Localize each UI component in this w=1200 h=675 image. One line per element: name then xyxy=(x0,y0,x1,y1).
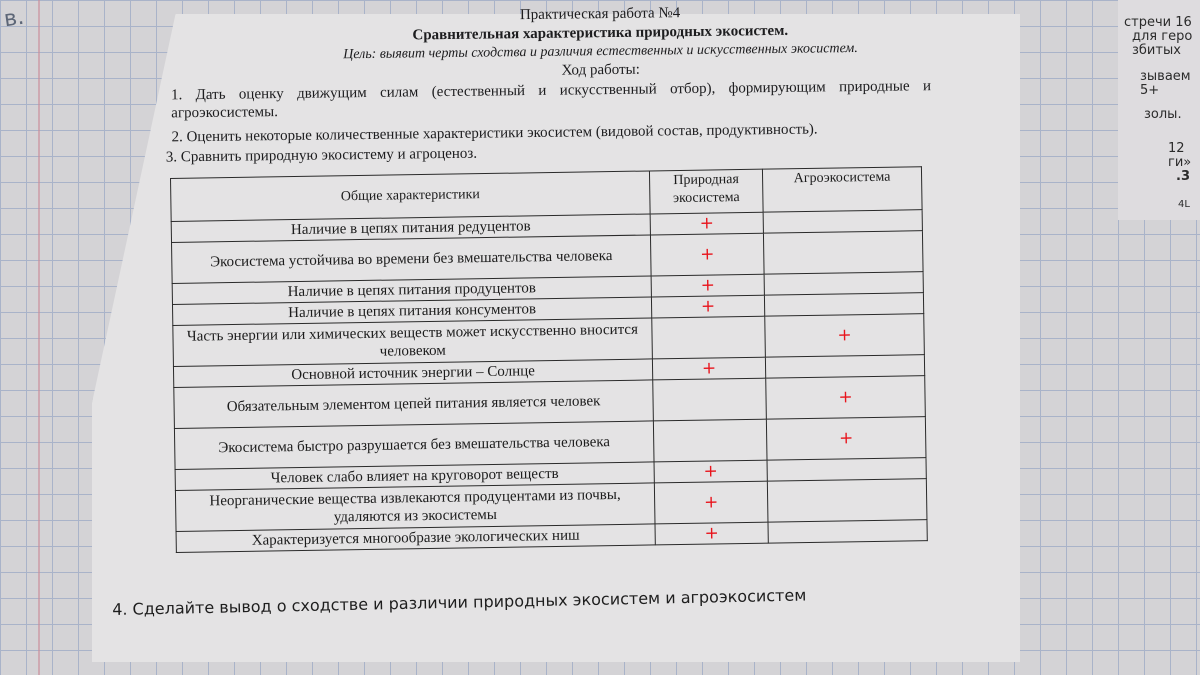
row-natural-mark xyxy=(653,419,767,462)
row-natural-mark: + xyxy=(654,481,768,524)
row-characteristic: Обязательным элементом цепей питания является человек xyxy=(174,380,654,429)
side-sheet-fragment xyxy=(1118,0,1200,220)
row-natural-mark: + xyxy=(651,295,764,318)
row-agro-mark xyxy=(767,479,927,522)
side-fragment: зываем xyxy=(1140,69,1191,84)
work-title: Практическая работа №4 xyxy=(519,5,681,24)
row-natural-mark: + xyxy=(652,357,765,380)
side-fragment: для геро xyxy=(1132,29,1193,44)
row-agro-mark: + xyxy=(765,314,925,357)
row-characteristic: Экосистема быстро разрушается без вмешательства человека xyxy=(174,421,654,470)
pencil-mark: в. xyxy=(2,4,26,33)
row-characteristic: Часть энергии или химических веществ может искусственно вносится человеком xyxy=(173,318,653,367)
header-characteristics: Общие характеристики xyxy=(171,171,651,222)
row-natural-mark: + xyxy=(654,460,767,483)
subject-title: Сравнительная характеристика природных экосистем. xyxy=(412,22,789,44)
step-2: 2. Оценить некоторые количественные характеристики экосистем (видовой состав, продуктивность). xyxy=(171,121,818,146)
step-1: 1. Дать оценку движущим силам (естественный и искусственный отбор), формирующим природные и агроэкосистемы. xyxy=(170,78,932,122)
row-agro-mark xyxy=(768,520,927,543)
row-agro-mark xyxy=(764,293,923,316)
comparison-table xyxy=(170,166,928,553)
row-agro-mark: + xyxy=(766,376,926,419)
row-agro-mark: + xyxy=(766,417,926,460)
row-characteristic: Наличие в цепях питания редуцентов xyxy=(171,214,650,243)
row-agro-mark xyxy=(763,231,923,274)
side-fragment: стречи 16 xyxy=(1124,15,1192,30)
row-natural-mark xyxy=(652,316,766,359)
progress-heading: Ход работы: xyxy=(561,61,640,79)
row-characteristic: Наличие в цепях питания продуцентов xyxy=(172,276,651,305)
row-natural-mark: + xyxy=(650,233,764,276)
row-agro-mark xyxy=(763,210,922,233)
step-3: 3. Сравнить природную экосистему и агроценоз. xyxy=(165,145,478,166)
side-fragment: ги» xyxy=(1168,155,1192,170)
side-fragment: 4L xyxy=(1178,199,1190,210)
row-natural-mark xyxy=(653,378,767,421)
notebook-margin-line xyxy=(38,0,40,675)
row-natural-mark: + xyxy=(651,274,764,297)
side-fragment: 12 xyxy=(1168,141,1185,156)
side-fragment: .3 xyxy=(1176,169,1190,184)
conclusion-task: 4. Сделайте вывод о сходстве и различии природных экосистем и агроэкосистем xyxy=(112,585,807,619)
row-characteristic: Наличие в цепях питания консументов xyxy=(172,297,651,326)
row-agro-mark xyxy=(767,458,926,481)
row-characteristic: Неорганические вещества извлекаются продуцентами из почвы, удаляются из экосистемы xyxy=(175,483,655,532)
header-agro: Агроэкосистема xyxy=(762,167,922,212)
row-agro-mark xyxy=(765,355,924,378)
row-characteristic: Характеризуется многообразие экологических ниш xyxy=(176,524,655,553)
row-characteristic: Экосистема устойчива во времени без вмешательства человека xyxy=(172,235,652,284)
worksheet-text xyxy=(120,1,1022,167)
row-natural-mark: + xyxy=(650,212,763,235)
side-fragment: 5+ xyxy=(1140,83,1160,98)
row-natural-mark: + xyxy=(655,522,768,545)
goal-text: Цель: выявит черты сходства и различия естественных и искусственных экосистем. xyxy=(343,40,858,63)
row-agro-mark xyxy=(764,272,923,295)
side-fragment: золы. xyxy=(1144,107,1182,122)
header-natural: Природная экосистема xyxy=(649,169,763,214)
table-body xyxy=(171,210,927,553)
row-characteristic: Человек слабо влияет на круговорот веществ xyxy=(175,462,654,491)
side-fragment: збитых xyxy=(1132,43,1181,58)
row-characteristic: Основной источник энергии – Солнце xyxy=(173,359,652,388)
